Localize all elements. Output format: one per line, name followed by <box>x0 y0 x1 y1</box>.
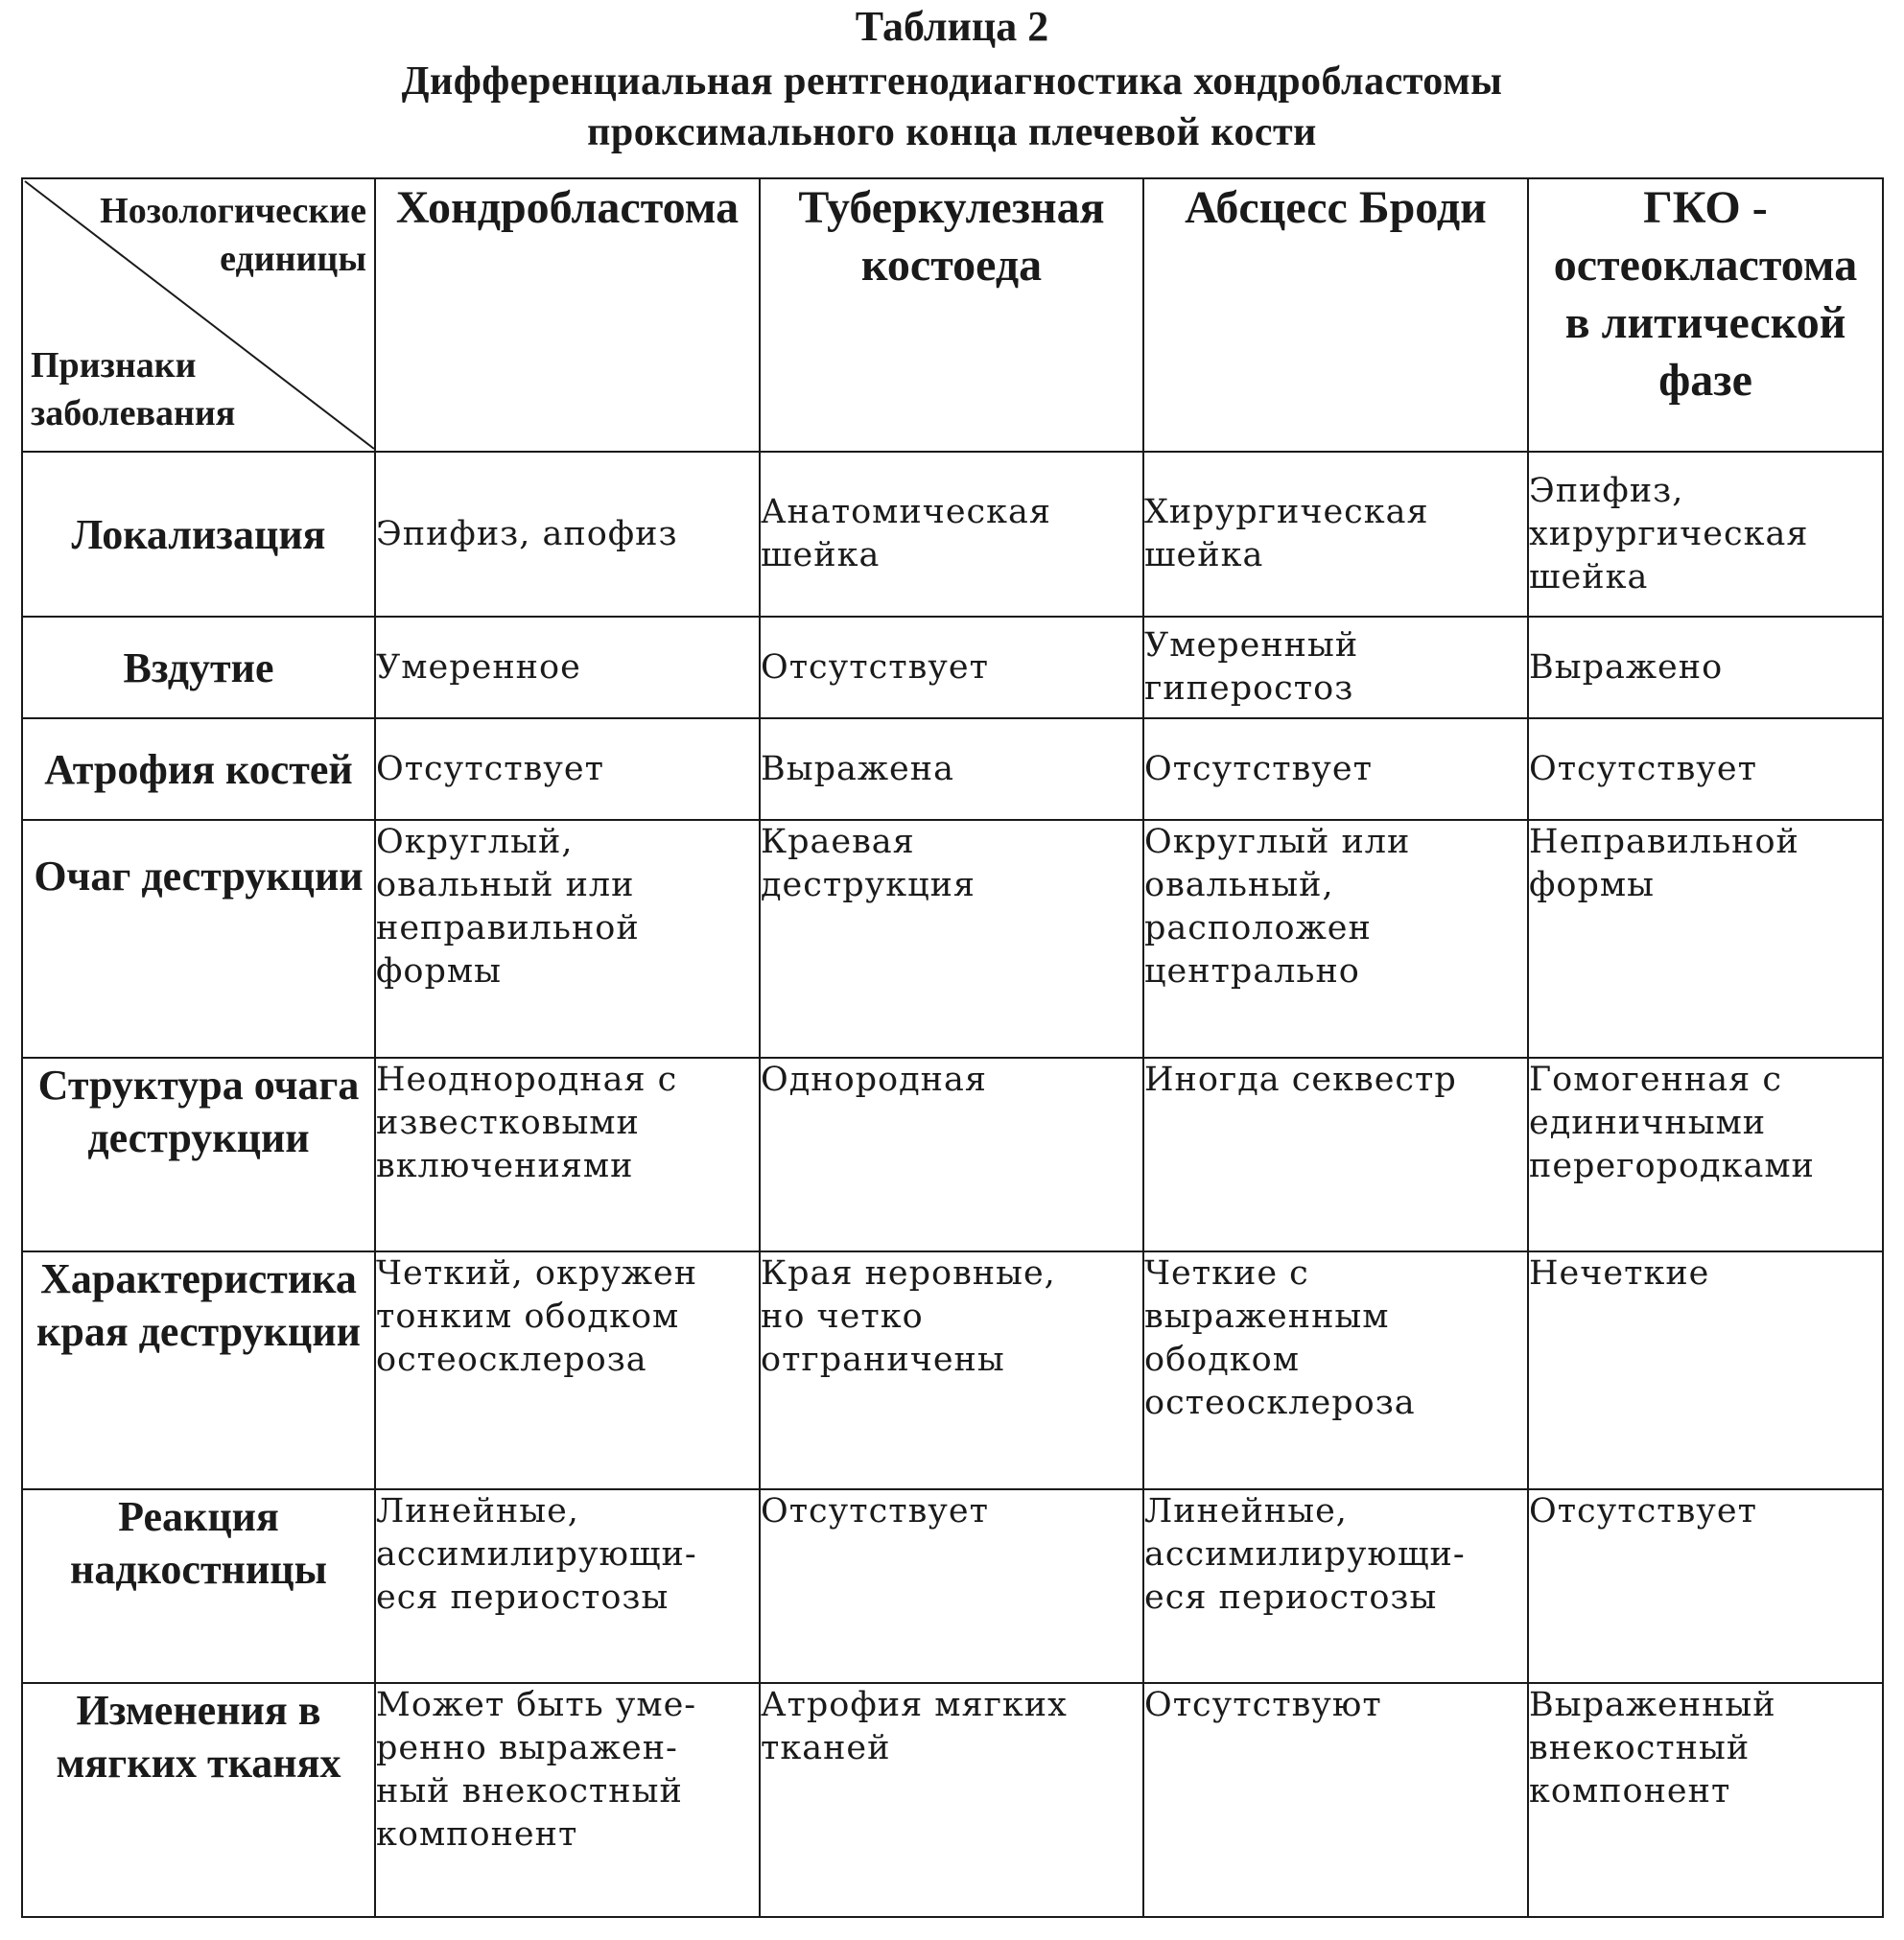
table-cell: Отсутствуют <box>1143 1683 1528 1917</box>
table-cell: Округлый или овальный, расположен центрально <box>1143 820 1528 1058</box>
disease-signs-label: Признаки заболевания <box>31 345 236 433</box>
table-row <box>22 1058 1883 1251</box>
table-cell: Атрофия мягких тканей <box>760 1683 1143 1917</box>
table-row <box>22 1489 1883 1683</box>
row-label: Характеристика края деструкции <box>22 1251 375 1489</box>
table-cell: Может быть уме- ренно выражен- ный внекостный компонент <box>375 1683 760 1917</box>
column-header: ГКО - остеокластома в литической фазе <box>1528 178 1883 452</box>
table-number: Таблица 2 <box>855 3 1049 50</box>
column-header: Хондробластома <box>375 178 760 452</box>
table-row <box>22 617 1883 718</box>
table-cell: Четкие с выраженным ободком остеосклероза <box>1143 1251 1528 1489</box>
table-cell: Выражено <box>1528 617 1883 718</box>
table-cell: Гомогенная с единичными перегородками <box>1528 1058 1883 1251</box>
table-row <box>22 1251 1883 1489</box>
table-cell: Умеренный гиперостоз <box>1143 617 1528 718</box>
table-cell: Хирургическая шейка <box>1143 452 1528 617</box>
table-cell: Отсутствует <box>1528 1489 1883 1683</box>
table-row <box>22 1683 1883 1917</box>
table-cell: Неправильной формы <box>1528 820 1883 1058</box>
table-cell: Выражена <box>760 718 1143 820</box>
table-cell: Выраженный внекостный компонент <box>1528 1683 1883 1917</box>
table-cell: Умеренное <box>375 617 760 718</box>
diagnostics-table <box>21 177 1884 1918</box>
row-label: Очаг деструкции <box>22 820 375 1058</box>
table-cell: Нечеткие <box>1528 1251 1883 1489</box>
row-label: Реакция надкостницы <box>22 1489 375 1683</box>
table-header-row <box>22 178 1883 452</box>
nosological-units-label: Нозологические единицы <box>100 191 366 279</box>
column-header: Туберкулезная костоеда <box>760 178 1143 452</box>
corner-top-label <box>100 187 366 283</box>
table-cell: Линейные, ассимилирующи- еся периостозы <box>375 1489 760 1683</box>
table-cell: Четкий, окружен тонким ободком остеосклероза <box>375 1251 760 1489</box>
corner-cell <box>22 178 375 452</box>
table-row <box>22 452 1883 617</box>
table-title-line-2: проксимального конца плечевой кости <box>587 110 1317 154</box>
table-cell: Анатомическая шейка <box>760 452 1143 617</box>
table-cell: Иногда секвестр <box>1143 1058 1528 1251</box>
row-label: Атрофия костей <box>22 718 375 820</box>
table-cell: Отсутствует <box>1143 718 1528 820</box>
table-row <box>22 718 1883 820</box>
table-cell: Неоднородная с известковыми включениями <box>375 1058 760 1251</box>
table-cell: Эпифиз, хирургическая шейка <box>1528 452 1883 617</box>
table-cell: Округлый, овальный или неправильной формы <box>375 820 760 1058</box>
row-label: Локализация <box>22 452 375 617</box>
corner-bottom-label <box>31 341 235 437</box>
table-cell: Отсутствует <box>760 1489 1143 1683</box>
column-header: Абсцесс Броди <box>1143 178 1528 452</box>
row-label: Вздутие <box>22 617 375 718</box>
table-cell: Однородная <box>760 1058 1143 1251</box>
table-row <box>22 820 1883 1058</box>
table-cell: Отсутствует <box>1528 718 1883 820</box>
row-label: Структура очага деструкции <box>22 1058 375 1251</box>
table-cell: Края неровные, но четко отграничены <box>760 1251 1143 1489</box>
table-title-line-1: Дифференциальная рентгенодиагностика хондробластомы <box>401 59 1503 104</box>
table-cell: Линейные, ассимилирующи- еся периостозы <box>1143 1489 1528 1683</box>
table-cell: Отсутствует <box>375 718 760 820</box>
table-cell: Отсутствует <box>760 617 1143 718</box>
table-cell: Краевая деструкция <box>760 820 1143 1058</box>
row-label: Изменения в мягких тканях <box>22 1683 375 1917</box>
table-cell: Эпифиз, апофиз <box>375 452 760 617</box>
